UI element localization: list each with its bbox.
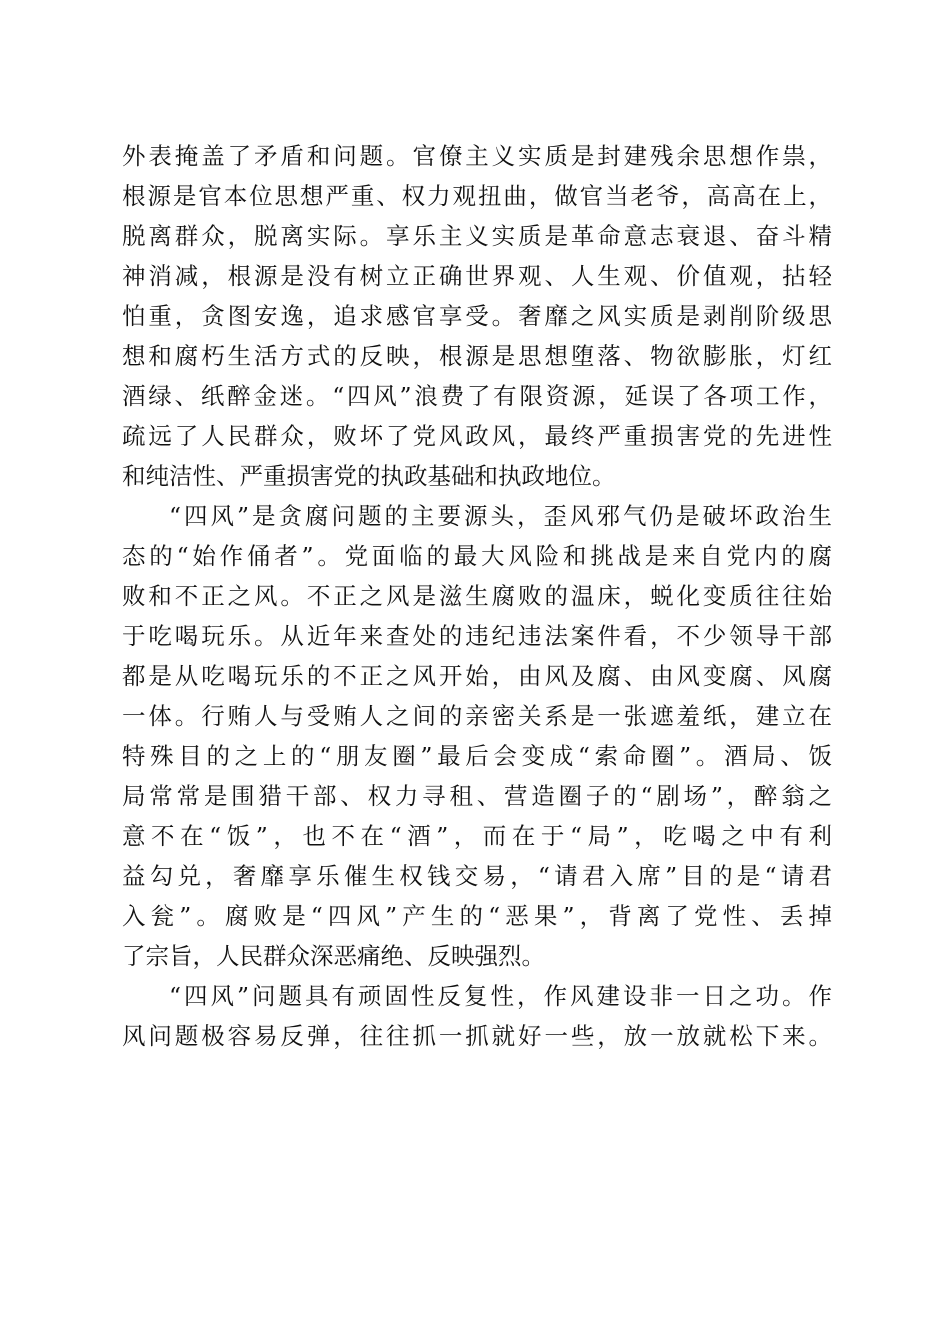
text-line: 脱离群众，脱离实际。享乐主义实质是革命意志衰退、奋斗精 xyxy=(122,222,832,250)
text-line: 疏远了人民群众，败坏了党风政风，最终严重损害党的先进性 xyxy=(122,422,832,450)
text-line: 败和不正之风。不正之风是滋生腐败的温床，蜕化变质往往始 xyxy=(122,582,832,610)
text-line: 怕重，贪图安逸，追求感官享受。奢靡之风实质是剥削阶级思 xyxy=(122,302,832,330)
paragraph-2 xyxy=(122,496,832,976)
body-text xyxy=(122,136,832,1056)
text-line: 神消减，根源是没有树立正确世界观、人生观、价值观，拈轻 xyxy=(122,262,832,290)
text-line: 态的“始作俑者”。党面临的最大风险和挑战是来自党内的腐 xyxy=(122,542,832,570)
text-line: 益勾兑，奢靡享乐催生权钱交易，“请君入席”目的是“请君 xyxy=(122,862,832,890)
text-line: 意不在“饭”，也不在“酒”，而在于“局”，吃喝之中有利 xyxy=(122,822,832,850)
paragraph-3 xyxy=(122,976,832,1056)
text-line: 外表掩盖了矛盾和问题。官僚主义实质是封建残余思想作祟， xyxy=(122,142,832,170)
text-line: 都是从吃喝玩乐的不正之风开始，由风及腐、由风变腐、风腐 xyxy=(122,662,832,690)
text-line: 特殊目的之上的“朋友圈”最后会变成“索命圈”。酒局、饭 xyxy=(122,742,832,770)
text-line: 入瓮”。腐败是“四风”产生的“恶果”，背离了党性、丢掉 xyxy=(122,902,832,930)
text-line: 根源是官本位思想严重、权力观扭曲，做官当老爷，高高在上， xyxy=(122,182,832,210)
text-line: 和纯洁性、严重损害党的执政基础和执政地位。 xyxy=(122,462,616,490)
text-line: 一体。行贿人与受贿人之间的亲密关系是一张遮羞纸，建立在 xyxy=(122,702,832,730)
text-line: 想和腐朽生活方式的反映，根源是思想堕落、物欲膨胀，灯红 xyxy=(122,342,832,370)
text-line: 了宗旨，人民群众深恶痛绝、反映强烈。 xyxy=(122,942,545,970)
paragraph-1 xyxy=(122,136,832,496)
text-line: 局常常是围猎干部、权力寻租、营造圈子的“剧场”，醉翁之 xyxy=(122,782,832,810)
text-line: 风问题极容易反弹，往往抓一抓就好一些，放一放就松下来。 xyxy=(122,1022,832,1050)
text-line: “四风”问题具有顽固性反复性，作风建设非一日之功。作 xyxy=(169,982,832,1010)
text-line: 于吃喝玩乐。从近年来查处的违纪违法案件看，不少领导干部 xyxy=(122,622,832,650)
text-line: 酒绿、纸醉金迷。“四风”浪费了有限资源，延误了各项工作， xyxy=(122,382,832,410)
text-line: “四风”是贪腐问题的主要源头，歪风邪气仍是破坏政治生 xyxy=(169,502,832,530)
